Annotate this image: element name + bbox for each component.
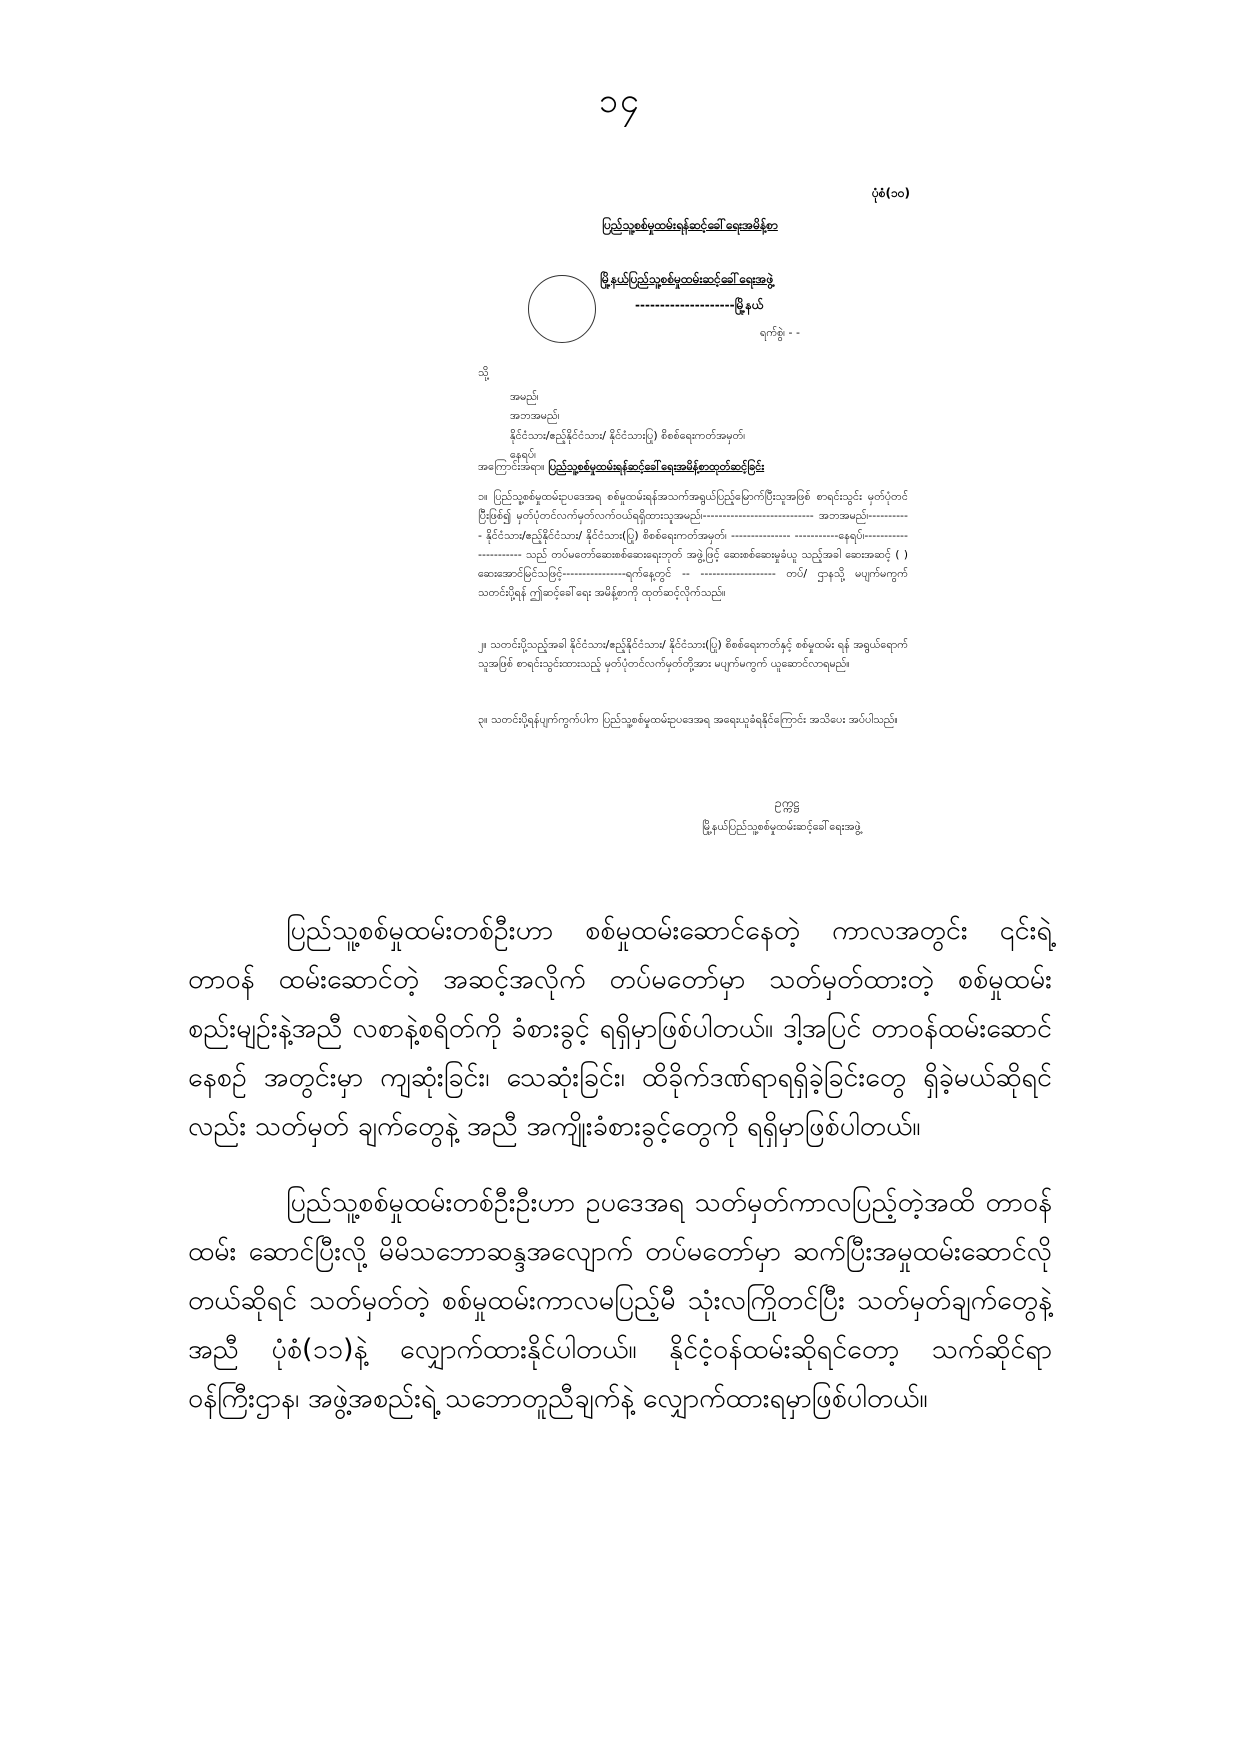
form-signature-org: မြို့နယ်ပြည်သူ့စစ်မှုထမ်းဆင့်ခေါ်ရေးအဖွဲ့ <box>702 820 861 833</box>
form-address-line: အမည်၊ <box>510 390 539 403</box>
form-signature: ဥက္ကဋ္ဌ <box>775 796 800 810</box>
form-sample <box>470 175 910 845</box>
form-title: ပြည်သူ့စစ်မှုထမ်းရန်ဆင့်ခေါ်ရေးအမိန့်စာ <box>602 218 778 232</box>
form-org-city: --------------------မြို့နယ် <box>635 298 764 312</box>
form-subject-prefix: အကြောင်းအရာ။ <box>478 460 545 473</box>
form-paragraph: ၁။ ပြည်သူ့စစ်မှုထမ်းဥပဒေအရ စစ်မှုထမ်းရန်အသက်အရွယ်ပြည့်မြောက်ပြီးသူအဖြစ် စာရင်းသွင်း မှတ်ပုံတင်ပြီးဖြစ်၍ မှတ်ပုံတင်လက်မှတ်လက်ဝယ်ရရှိထားသူအမည်၊---------------------------- အဘအမည်၊----------- နိုင်ငံသား/ဧည့်နိုင်ငံသား/ နိုင်ငံသား(ပြု) စိစစ်ရေးကတ်အမှတ်၊ --------------- -----------နေရပ်၊---------------------- သည် တပ်မတော်ဆေးစစ်ဆေးရေးဘုတ် အဖွဲ့ဖြင့် ဆေးစစ်ဆေးမှုခံယူ သည့်အခါ ဆေးအဆင့် ( ) ဆေးအောင်မြင်သဖြင့်----------------ရက်နေ့တွင် -- ------------------- တပ်/ ဌာနသို့ မပျက်မကွက်သတင်းပို့ရန် ဤဆင့်ခေါ်ရေး အမိန့်စာကို ထုတ်ဆင့်လိုက်သည်။ <box>478 490 908 600</box>
form-address-line: အဘအမည်၊ <box>510 409 560 423</box>
body-paragraph: ပြည်သူ့စစ်မှုထမ်းတစ်ဦးဟာ စစ်မှုထမ်းဆောင်နေတဲ့ ကာလအတွင်း ၎င်းရဲ့ တာဝန် ထမ်းဆောင်တဲ့ အဆင့်အလိုက် တပ်မတော်မှာ သတ်မှတ်ထားတဲ့ စစ်မှုထမ်းစည်းမျဉ်းနဲ့အညီ လစာနဲ့စရိတ်ကို ခံစားခွင့် ရရှိမှာဖြစ်ပါတယ်။ ဒါ့အပြင် တာဝန်ထမ်းဆောင်နေစဉ် အတွင်းမှာ ကျဆုံးခြင်း၊ သေဆုံးခြင်း၊ ထိခိုက်ဒဏ်ရာရရှိခဲ့ခြင်းတွေ ရှိခဲ့မယ်ဆိုရင်လည်း သတ်မှတ် ချက်တွေနဲ့ အညီ အကျိုးခံစားခွင့်တွေကို ရရှိမှာဖြစ်ပါတယ်။ <box>188 915 1052 1142</box>
page-number: ၁၄ <box>598 81 642 121</box>
form-code: ပုံစံ(၁၀) <box>871 186 910 200</box>
form-date-line: ရက်စွဲ၊ - - <box>760 326 800 339</box>
form-org-name: မြို့နယ်ပြည်သူ့စစ်မှုထမ်းဆင့်ခေါ်ရေးအဖွဲ့ <box>600 272 774 286</box>
form-paragraph: ၂။ သတင်းပို့သည့်အခါ နိုင်ငံသား/ဧည့်နိုင်ငံသား/ နိုင်ငံသား(ပြု) စိစစ်ရေးကတ်နှင့် စစ်မှုထမ်း ရန် အရွယ်ရောက်သူအဖြစ် စာရင်းသွင်းထားသည့် မှတ်ပုံတင်လက်မှတ်တို့အား မပျက်မကွက် ယူဆောင်လာရမည်။ <box>478 638 908 671</box>
form-subject <box>478 457 908 476</box>
form-paragraph: ၃။ သတင်းပို့ရန်ပျက်ကွက်ပါက ပြည်သူ့စစ်မှုထမ်းဥပဒေအရ အရေးယူခံရနိုင်ကြောင်း အသိပေး အပ်ပါသည်။ <box>478 713 898 726</box>
form-address-line: နိုင်ငံသား/ဧည့်နိုင်ငံသား/ နိုင်ငံသားပြု) စိစစ်ရေးကတ်အမှတ်၊ <box>510 428 746 442</box>
form-address-line: နေရပ်၊ <box>510 447 536 461</box>
form-subject-text: ပြည်သူ့စစ်မှုထမ်းရန်ဆင့်ခေါ်ရေးအမိန့်စာထုတ်ဆင့်ခြင်း <box>548 460 765 473</box>
body-paragraph: ပြည်သူ့စစ်မှုထမ်းတစ်ဦးဦးဟာ ဥပဒေအရ သတ်မှတ်ကာလပြည့်တဲ့အထိ တာဝန်ထမ်း ဆောင်ပြီးလို့ မိမိသဘောဆန္ဒအလျောက် တပ်မတော်မှာ ဆက်ပြီးအမှုထမ်းဆောင်လိုတယ်ဆိုရင် သတ်မှတ်တဲ့ စစ်မှုထမ်းကာလမပြည့်မီ သုံးလကြိုတင်ပြီး သတ်မှတ်ချက်တွေနဲ့အညီ ပုံစံ(၁၁)နဲ့ လျှောက်ထားနိုင်ပါတယ်။ နိုင်ငံ့ဝန်ထမ်းဆိုရင်တော့ သက်ဆိုင်ရာဝန်ကြီးဌာန၊ အဖွဲ့အစည်းရဲ့ သဘောတူညီချက်နဲ့ လျှောက်ထားရမှာဖြစ်ပါတယ်။ <box>188 1187 1052 1414</box>
body-text <box>188 906 1052 1450</box>
form-to-label: သို့ <box>478 366 489 379</box>
seal-circle-icon <box>528 275 596 343</box>
form-address-block <box>510 387 745 464</box>
